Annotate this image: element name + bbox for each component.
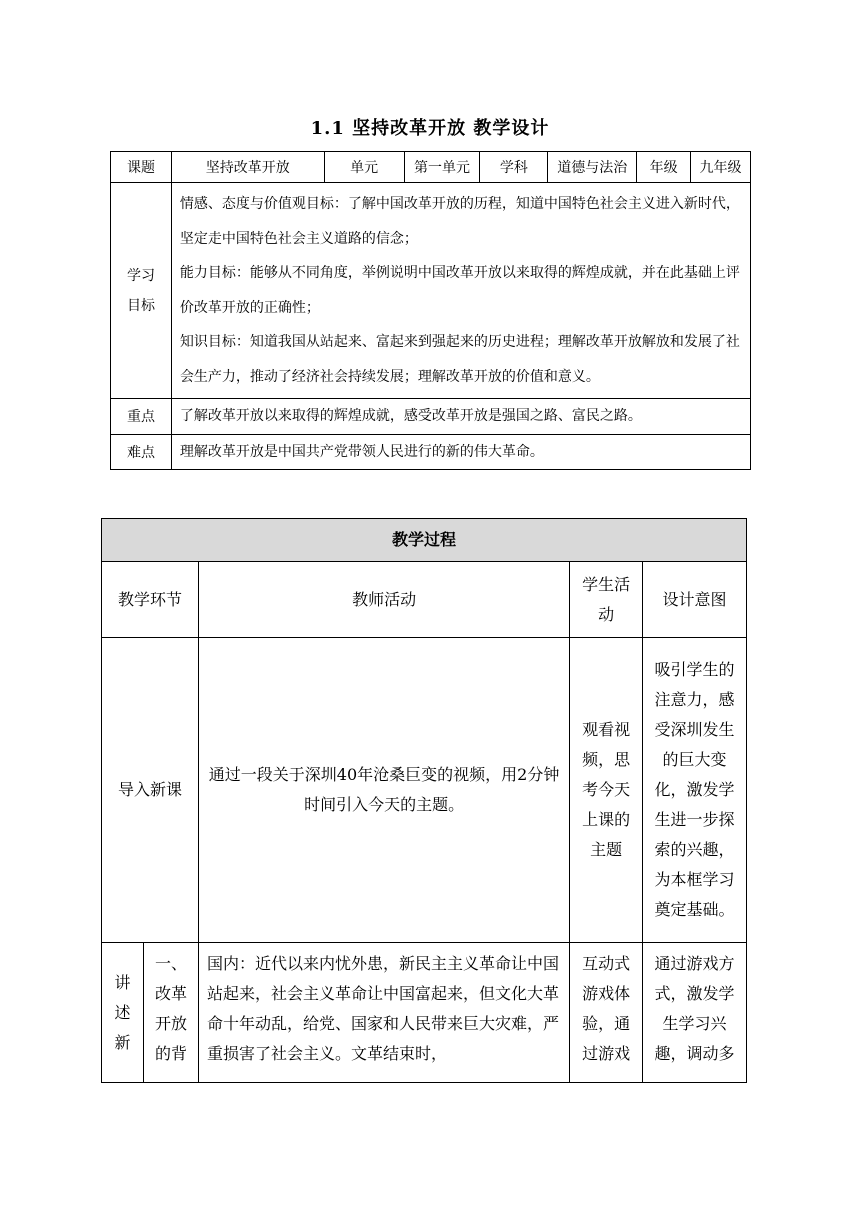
stage-inner-cell: 一、改革开放的背 [143,943,198,1083]
process-header-row [102,519,747,562]
topic-label: 课题 [111,152,172,183]
course-info-table [110,151,751,470]
goals-label-line-2: 目标 [126,297,155,314]
subject-label: 学科 [480,152,548,183]
grade-label: 年级 [637,152,691,183]
goal-knowledge: 知识目标：知道我国从站起来、富起来到强起来的历史进程；理解改革开放解放和发展了社会生产力，推动了经济社会持续发展；理解改革开放的价值和意义。 [179,334,740,385]
col-student-header: 学生活动 [570,562,643,638]
key-point-row [111,399,751,435]
learning-goals-label [111,183,172,399]
key-point-label: 重点 [111,399,172,435]
grade-value: 九年级 [691,152,751,183]
process-columns-row [102,562,747,638]
stage-cell: 导入新课 [102,638,199,943]
learning-goals-content [171,183,750,399]
goals-label-line-1: 学习 [126,267,155,284]
stage-outer-cell: 讲述新 [102,943,144,1083]
table-row [102,638,747,943]
col-teacher-header: 教师活动 [198,562,569,638]
teacher-activity-cell: 国内：近代以来内忧外患，新民主主义革命让中国站起来，社会主义革命让中国富起来，但文化大革命十年动乱，给党、国家和人民带来巨大灾难，严重损害了社会主义。文革结束时， [198,943,569,1083]
learning-goals-row [111,183,751,399]
goal-ability: 能力目标：能够从不同角度，举例说明中国改革开放以来取得的辉煌成就，并在此基础上评价改革开放的正确性； [179,265,740,316]
student-activity-cell: 互动式游戏体验，通过游戏 [570,943,643,1083]
unit-value: 第一单元 [404,152,480,183]
design-intent-cell: 吸引学生的注意力，感受深圳发生的巨大变化，激发学生进一步探索的兴趣，为本框学习奠定基础。 [643,638,747,943]
student-activity-cell: 观看视频，思考今天上课的主题 [570,638,643,943]
document-title: 1.1 坚持改革开放 教学设计 [310,118,550,139]
key-point-value: 了解改革开放以来取得的辉煌成就，感受改革开放是强国之路、富民之路。 [171,399,750,435]
difficult-point-value: 理解改革开放是中国共产党带领人民进行的新的伟大革命。 [171,434,750,470]
goal-emotion: 情感、态度与价值观目标：了解中国改革开放的历程，知道中国特色社会主义进入新时代，坚定走中国特色社会主义道路的信念； [179,196,740,247]
teaching-process-table [101,518,747,1083]
table-row [102,943,747,1083]
teacher-activity-cell: 通过一段关于深圳40年沧桑巨变的视频，用2分钟时间引入今天的主题。 [198,638,569,943]
design-intent-cell: 通过游戏方式，激发学生学习兴趣，调动多 [643,943,747,1083]
col-stage-header: 教学环节 [102,562,199,638]
subject-value: 道德与法治 [548,152,637,183]
difficult-point-row [111,434,751,470]
unit-label: 单元 [324,152,404,183]
course-info-row [111,152,751,183]
topic-value: 坚持改革开放 [171,152,324,183]
difficult-point-label: 难点 [111,434,172,470]
process-header: 教学过程 [102,519,747,562]
col-design-header: 设计意图 [643,562,747,638]
